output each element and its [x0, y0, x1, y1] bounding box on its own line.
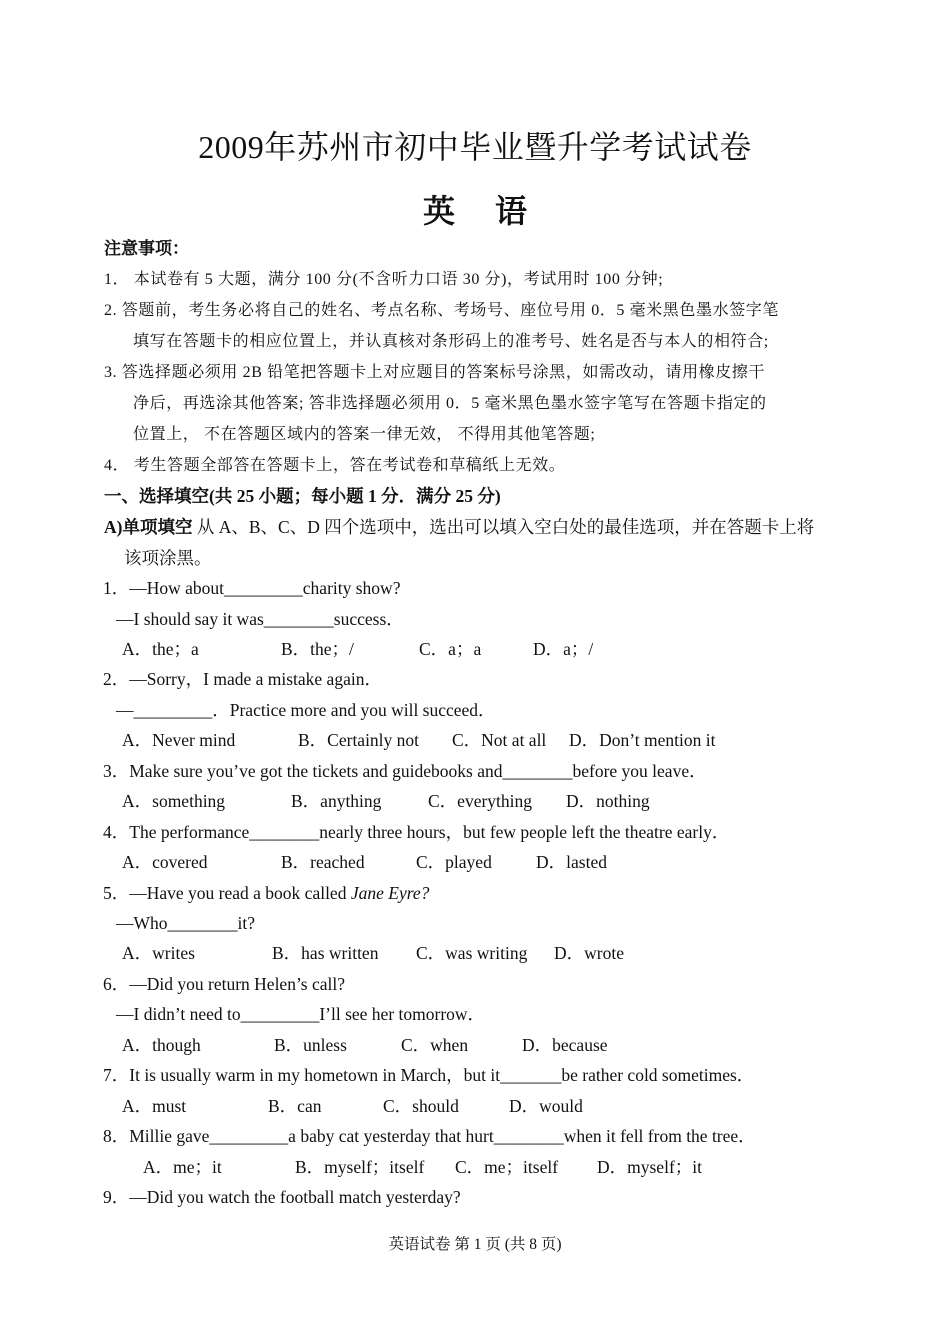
note-line: 3. 答选择题必须用 2B 铅笔把答题卡上对应题目的答案标号涂黑，如需改动，请用橡皮擦干: [104, 364, 766, 381]
option-c[interactable]: C．was writing: [416, 943, 528, 963]
option-row: [122, 729, 715, 751]
option-row: [143, 1156, 702, 1178]
subject-heading: 英语: [422, 193, 567, 229]
option-c[interactable]: C．a；a: [419, 639, 482, 659]
question-stem: 9．—Did you watch the football match yesterday?: [103, 1187, 461, 1207]
question-stem: 2．—Sorry，I made a mistake again．: [103, 669, 382, 689]
note-line: 2. 答题前，考生务必将自己的姓名、考点名称、考场号、座位号用 0．5 毫米黑色墨水签字笔: [104, 302, 780, 319]
option-b[interactable]: B．anything: [291, 791, 382, 811]
option-d[interactable]: D．myself；it: [597, 1157, 702, 1177]
question-stem: 8．Millie gave_________a baby cat yesterday that hurt________when it fell from the tree．: [103, 1126, 756, 1146]
section-title: 一、选择填空(共 25 小题；每小题 1 分．满分 25 分): [104, 486, 501, 506]
option-a[interactable]: A．though: [122, 1035, 201, 1055]
option-c[interactable]: C．should: [383, 1096, 459, 1116]
option-d[interactable]: D．would: [509, 1096, 583, 1116]
note-line: 4． 考生答题全部答在答题卡上，答在考试卷和草稿纸上无效。: [104, 457, 566, 474]
option-b[interactable]: B．has written: [272, 943, 379, 963]
option-d[interactable]: D．wrote: [554, 943, 624, 963]
option-a[interactable]: A．writes: [122, 943, 195, 963]
note-line: 1． 本试卷有 5 大题，满分 100 分(不含听力口语 30 分)，考试用时 100 分钟;: [104, 271, 664, 288]
part-instruction-cont: 该项涂黑。: [124, 548, 212, 568]
question-stem: 3．Make sure you’ve got the tickets and guidebooks and________before you leave．: [103, 761, 707, 781]
option-b[interactable]: B．myself；itself: [295, 1157, 425, 1177]
option-a[interactable]: A．Never mind: [122, 730, 236, 750]
question-stem: —I didn’t need to_________I’ll see her tomorrow．: [116, 1004, 486, 1024]
option-b[interactable]: B．can: [268, 1096, 322, 1116]
question-stem: 1．—How about_________charity show?: [103, 578, 401, 598]
option-row: [122, 790, 650, 812]
part-instruction-text: 从 A、B、C、D 四个选项中，选出可以填入空白处的最佳选项，并在答题卡上将: [192, 517, 815, 537]
option-a[interactable]: A．must: [122, 1096, 187, 1116]
part-instruction: [104, 516, 814, 538]
note-line: 净后，再选涂其他答案; 答非选择题必须用 0．5 毫米黑色墨水签字笔写在答题卡指定的: [133, 395, 767, 412]
option-a[interactable]: A．the；a: [122, 639, 199, 659]
question-stem: —I should say it was________success．: [116, 609, 404, 629]
option-a[interactable]: A．covered: [122, 852, 208, 872]
option-b[interactable]: B．reached: [281, 852, 365, 872]
question-stem: 4．The performance________nearly three hours，but few people left the theatre early．: [103, 822, 730, 842]
option-c[interactable]: C．everything: [428, 791, 533, 811]
question-stem: 6．—Did you return Helen’s call?: [103, 974, 346, 994]
question-stem-text: 5．—Have you read a book called: [103, 883, 351, 903]
option-d[interactable]: D．lasted: [536, 852, 607, 872]
page-footer: 英语试卷 第 1 页 (共 8 页): [388, 1236, 562, 1253]
option-row: [122, 851, 607, 873]
option-row: [122, 638, 593, 660]
note-line: 填写在答题卡的相应位置上，并认真核对条形码上的准考号、姓名是否与本人的相符合;: [133, 333, 769, 350]
notes-heading: 注意事项：: [104, 239, 189, 258]
option-c[interactable]: C．Not at all: [452, 730, 547, 750]
option-row: [122, 1034, 608, 1056]
question-stem: —_________．Practice more and you will succeed．: [116, 700, 496, 720]
option-b[interactable]: B．unless: [274, 1035, 347, 1055]
option-d[interactable]: D．a；/: [533, 639, 594, 659]
option-c[interactable]: C．played: [416, 852, 492, 872]
question-stem: —Who________it?: [116, 913, 256, 933]
option-a[interactable]: A．me；it: [143, 1157, 222, 1177]
option-b[interactable]: B．the；/: [281, 639, 354, 659]
option-c[interactable]: C．me；itself: [455, 1157, 559, 1177]
exam-title: 2009年苏州市初中毕业暨升学考试试卷: [198, 129, 752, 165]
question-stem: [103, 882, 429, 904]
note-line: 位置上， 不在答题区域内的答案一律无效， 不得用其他笔答题;: [133, 426, 596, 443]
part-label: A)单项填空: [104, 517, 193, 537]
option-d[interactable]: D．Don’t mention it: [569, 730, 716, 750]
option-d[interactable]: D．because: [522, 1035, 608, 1055]
question-stem: 7．It is usually warm in my hometown in March，but it_______be rather cold sometimes．: [103, 1065, 755, 1085]
option-b[interactable]: B．Certainly not: [298, 730, 420, 750]
option-row: [122, 1095, 583, 1117]
option-row: [122, 942, 624, 964]
option-a[interactable]: A．something: [122, 791, 226, 811]
book-title: Jane Eyre?: [350, 883, 430, 903]
option-d[interactable]: D．nothing: [566, 791, 650, 811]
option-c[interactable]: C．when: [401, 1035, 469, 1055]
